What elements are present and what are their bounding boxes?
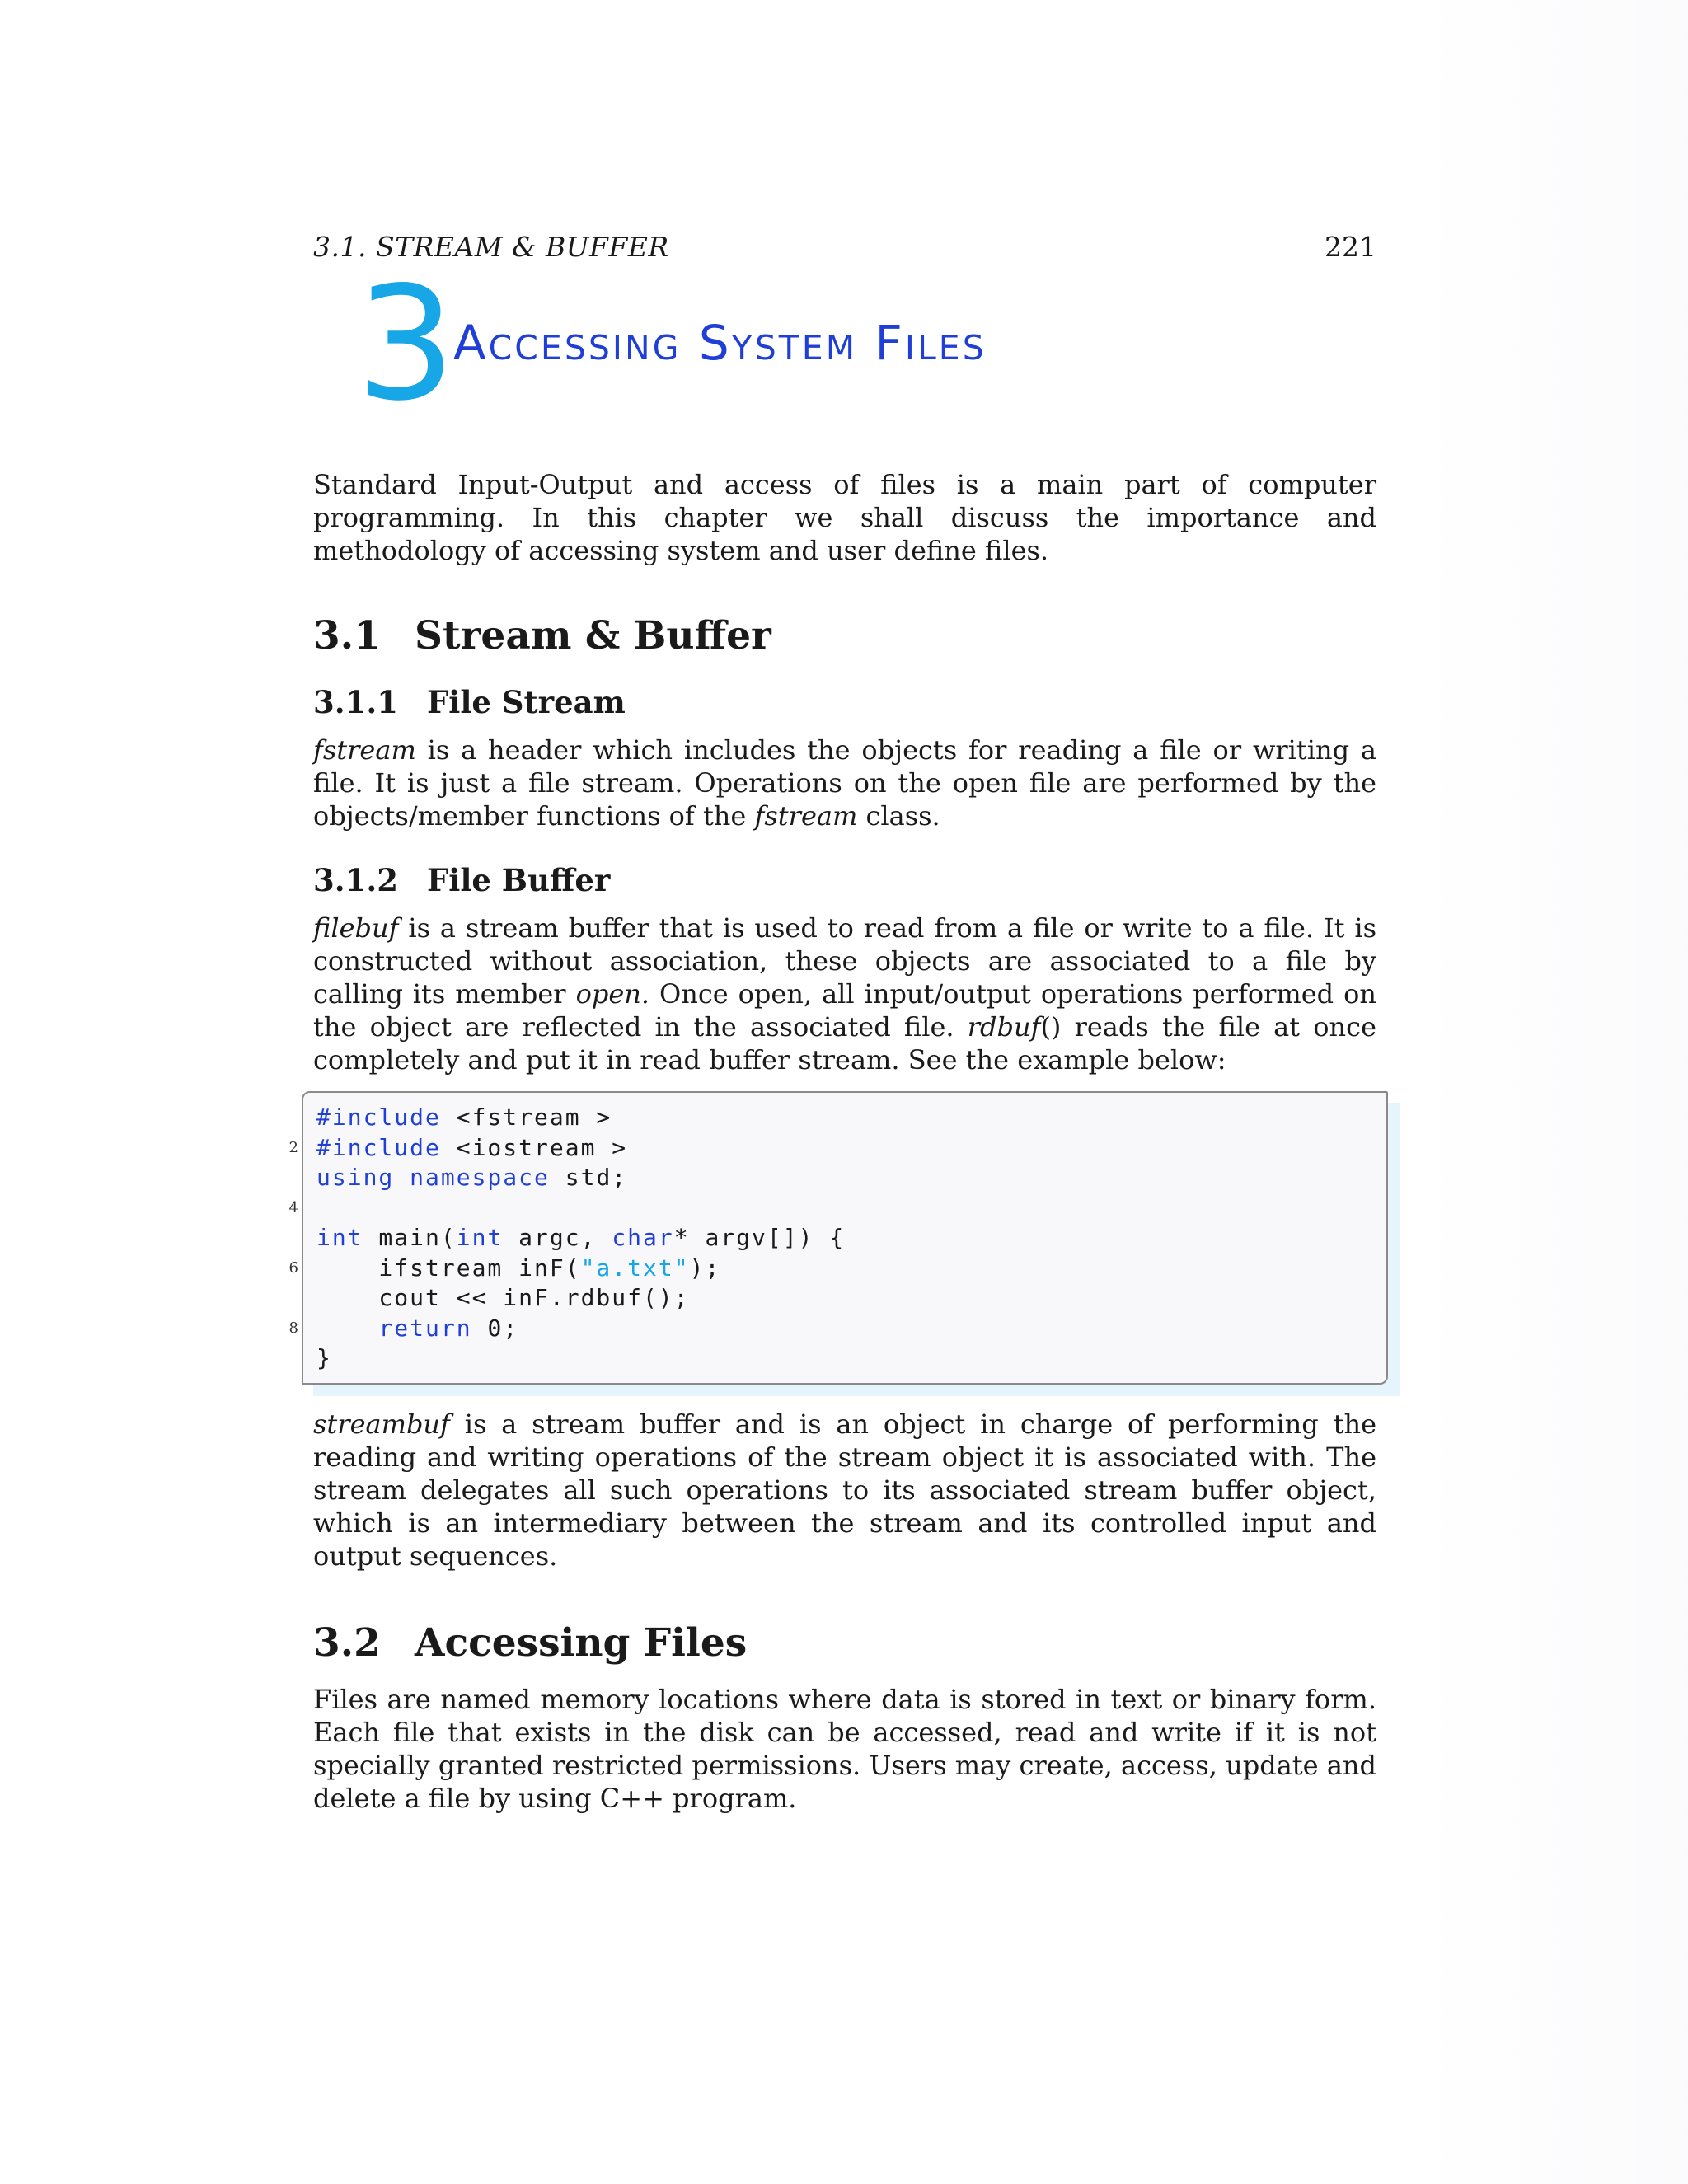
section-title: Accessing Files: [415, 1620, 748, 1666]
code-keyword: using namespace: [316, 1164, 550, 1191]
code-keyword: #include: [316, 1104, 441, 1131]
code-text: 0;: [471, 1314, 519, 1342]
term-streambuf: streambuf: [313, 1408, 450, 1440]
file-buffer-paragraph: [313, 912, 1376, 1076]
code-line: [316, 1163, 1386, 1193]
code-keyword: int: [316, 1224, 363, 1251]
subsection-number: 3.1.1: [313, 684, 398, 720]
code-text: std;: [549, 1164, 628, 1191]
paragraph-text: () reads the file at once completely and put it in read buffer stream. See the example below:: [313, 1011, 1376, 1076]
code-line: [288, 1133, 1386, 1164]
code-string: "a.txt": [580, 1254, 690, 1282]
paragraph-text: is a header which includes the objects for reading a file or writing a file. It is just a file stream. Operations on the open file are performed by the objects/member functions of the: [313, 734, 1376, 832]
code-keyword: return: [378, 1314, 472, 1342]
code-line: [316, 1283, 1386, 1314]
term-rdbuf: rdbuf: [967, 1011, 1041, 1043]
subsection-heading-3-1-1: [313, 682, 1376, 722]
code-text: cout << inF.rdbuf();: [316, 1284, 690, 1311]
section-heading-3-1: [313, 613, 1376, 659]
term-filebuf: filebuf: [313, 912, 399, 944]
streambuf-paragraph: [313, 1408, 1376, 1572]
intro-paragraph: Standard Input-Output and access of files is a main part of computer programming. In this chapter we shall discuss the importance and methodology of accessing system and user define files.: [313, 469, 1376, 566]
paragraph-text: class.: [857, 800, 940, 832]
running-header-title: 3.1. STREAM & BUFFER: [313, 231, 669, 263]
running-header: [313, 231, 1376, 264]
paragraph-text: is a stream buffer that is used to read from a file or write to a file. It is constructed without association, these objects are associated to a file by calling its member: [313, 912, 1376, 1010]
document-page: [288, 231, 1377, 1815]
line-number: 8: [288, 1319, 298, 1337]
term-fstream: fstream: [754, 800, 858, 832]
subsection-title: File Stream: [427, 684, 626, 720]
code-line: [288, 1254, 1386, 1284]
code-line: [288, 1193, 1386, 1224]
line-number: 4: [288, 1198, 298, 1216]
code-text: ifstream inF(: [316, 1254, 581, 1282]
code-keyword: int: [456, 1224, 504, 1251]
term-open: open.: [575, 978, 650, 1010]
line-number: 6: [288, 1258, 298, 1277]
subsection-number: 3.1.2: [313, 862, 398, 898]
subsection-title: File Buffer: [427, 862, 611, 898]
paragraph-text: Once open, all input/output operations performed on the object are reflected in the associated file.: [313, 978, 1377, 1043]
code-box: [288, 1091, 1388, 1385]
code-line: [316, 1223, 1386, 1254]
code-listing: [288, 1091, 1388, 1385]
section-heading-3-2: [313, 1620, 1376, 1666]
term-fstream: fstream: [313, 734, 416, 766]
code-text: * argv[]) {: [673, 1224, 846, 1251]
code-line: [316, 1343, 1386, 1374]
section-title: Stream & Buffer: [415, 613, 771, 658]
file-stream-paragraph: [313, 733, 1376, 832]
code-text: argc,: [503, 1224, 612, 1251]
paragraph-text: is a stream buffer and is an object in charge of performing the reading and writing operations of the stream object it is associated with. The stream delegates all such operations to its associated stream buffer object, which is an intermediary between the stream and its controlled input and output sequences.: [313, 1408, 1376, 1572]
code-line: [288, 1314, 1386, 1344]
section-number: 3.1: [313, 613, 381, 658]
chapter-title: Accessing System Files: [453, 315, 987, 371]
chapter-number: 3: [356, 253, 456, 435]
code-text: );: [689, 1254, 721, 1282]
section-number: 3.2: [313, 1620, 381, 1666]
accessing-files-paragraph: Files are named memory locations where data is stored in text or binary form. Each file that exists in the disk can be accessed, read and write if it is not specially granted restricted permissions. Users may create, access, update and delete a file by using C++ program.: [313, 1684, 1376, 1814]
subsection-heading-3-1-2: [313, 860, 1376, 900]
code-text: }: [316, 1344, 332, 1371]
code-line: [316, 1103, 1386, 1133]
code-text: [316, 1315, 378, 1342]
line-number: 2: [288, 1138, 298, 1156]
code-text: <iostream >: [440, 1133, 628, 1161]
code-keyword: char: [612, 1224, 674, 1251]
code-keyword: #include: [316, 1133, 441, 1161]
page-number: 221: [1325, 231, 1376, 263]
page-edge-shadow: [1416, 0, 1688, 2184]
code-text: main(: [363, 1224, 457, 1251]
code-text: <fstream >: [440, 1104, 612, 1131]
chapter-heading: [313, 253, 1376, 468]
